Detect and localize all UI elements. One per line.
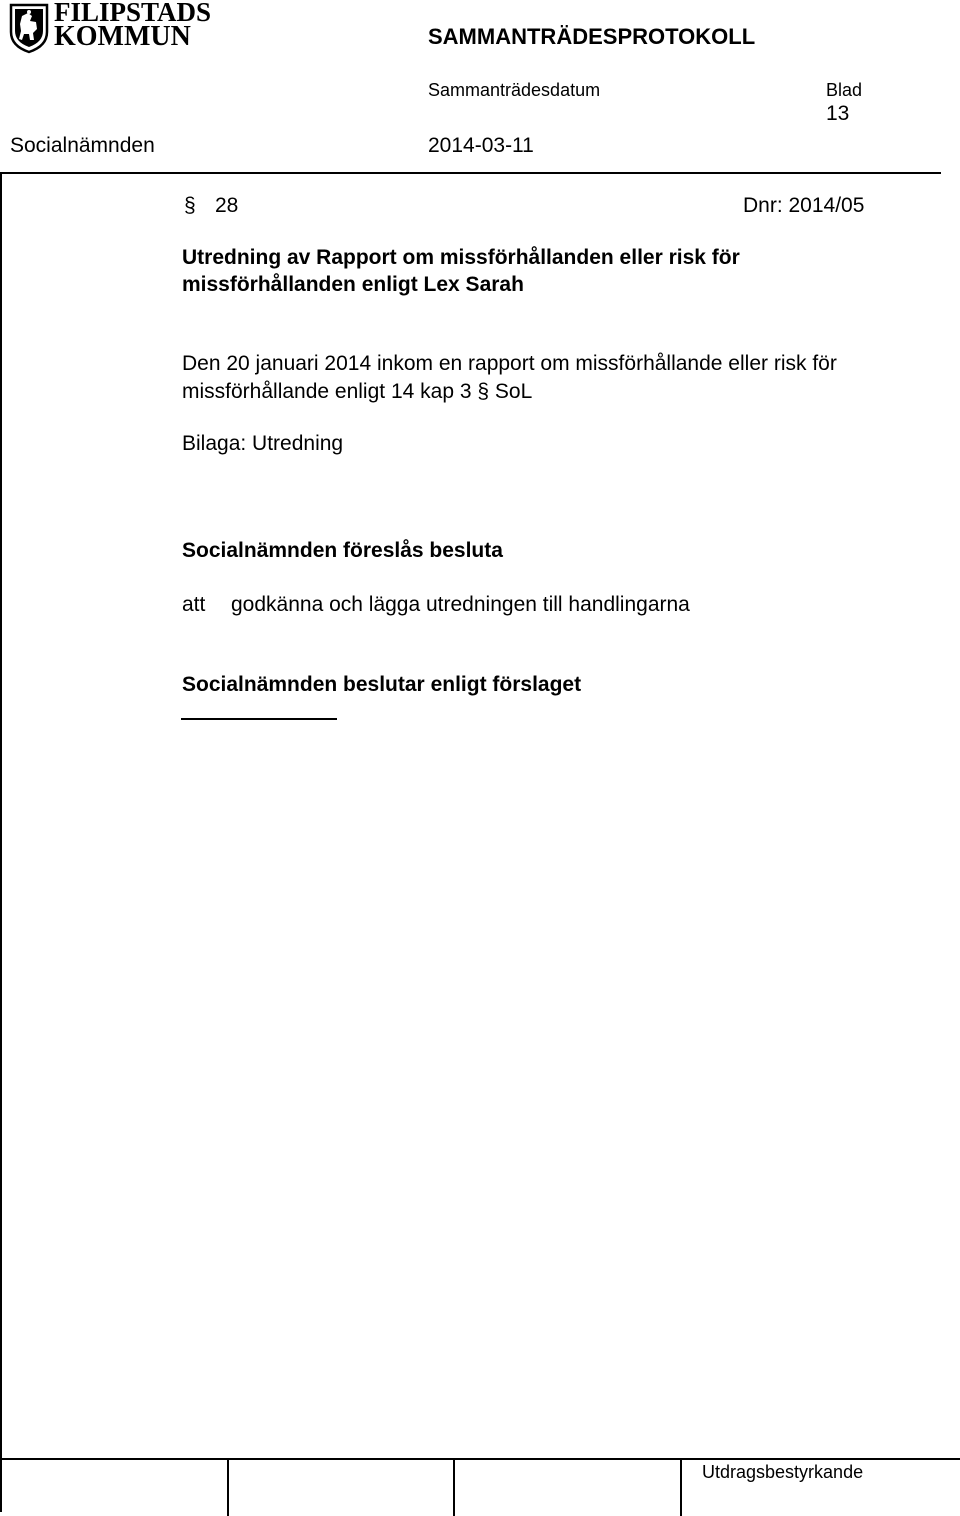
meeting-date-label: Sammanträdesdatum: [428, 80, 601, 100]
meeting-date: 2014-03-11: [428, 134, 534, 157]
footer-cell-divider: [453, 1458, 455, 1516]
municipality-logo: [8, 2, 223, 54]
coat-of-arms-icon: [8, 2, 50, 54]
body-section-symbol: §: [477, 380, 490, 403]
body-line1: Den 20 januari 2014 inkom en rapport om missförhållande eller risk för: [182, 352, 837, 375]
decision-underline: [181, 718, 337, 720]
document-title: SAMMANTRÄDESPROTOKOLL: [428, 24, 756, 49]
frame-top-rule: [0, 172, 941, 174]
footer-top-rule: [0, 1458, 960, 1460]
frame-left-rule: [0, 172, 2, 1512]
item-title-line2: missförhållanden enligt Lex Sarah: [182, 273, 524, 296]
certification-label: Utdragsbestyrkande: [702, 1462, 864, 1482]
committee-name: Socialnämnden: [10, 134, 155, 157]
footer-cell-divider: [680, 1458, 682, 1516]
body-line2: [182, 377, 532, 407]
attachment-note: Bilaga: Utredning: [182, 432, 344, 455]
att-text: godkänna och lägga utredningen till handlingarna: [231, 593, 690, 616]
att-label: att: [182, 593, 206, 616]
item-title-line1: Utredning av Rapport om missförhållanden eller risk för: [182, 246, 740, 269]
footer-cell-divider: [227, 1458, 229, 1516]
proposal-heading: Socialnämnden föreslås besluta: [182, 539, 503, 562]
page-number: 13: [826, 102, 850, 125]
section-number: 28: [215, 194, 239, 217]
logo-text-filipstads: FILIPSTADS: [54, 0, 212, 27]
logo-text-kommun: KOMMUN: [54, 21, 191, 52]
page-label: Blad: [826, 80, 863, 100]
section-symbol: §: [184, 194, 196, 217]
body-law-name: SoL: [494, 380, 533, 403]
body-line2-text: missförhållande enligt 14 kap 3: [182, 380, 472, 403]
case-number: Dnr: 2014/05: [743, 194, 865, 217]
decision-text: Socialnämnden beslutar enligt förslaget: [182, 673, 582, 696]
